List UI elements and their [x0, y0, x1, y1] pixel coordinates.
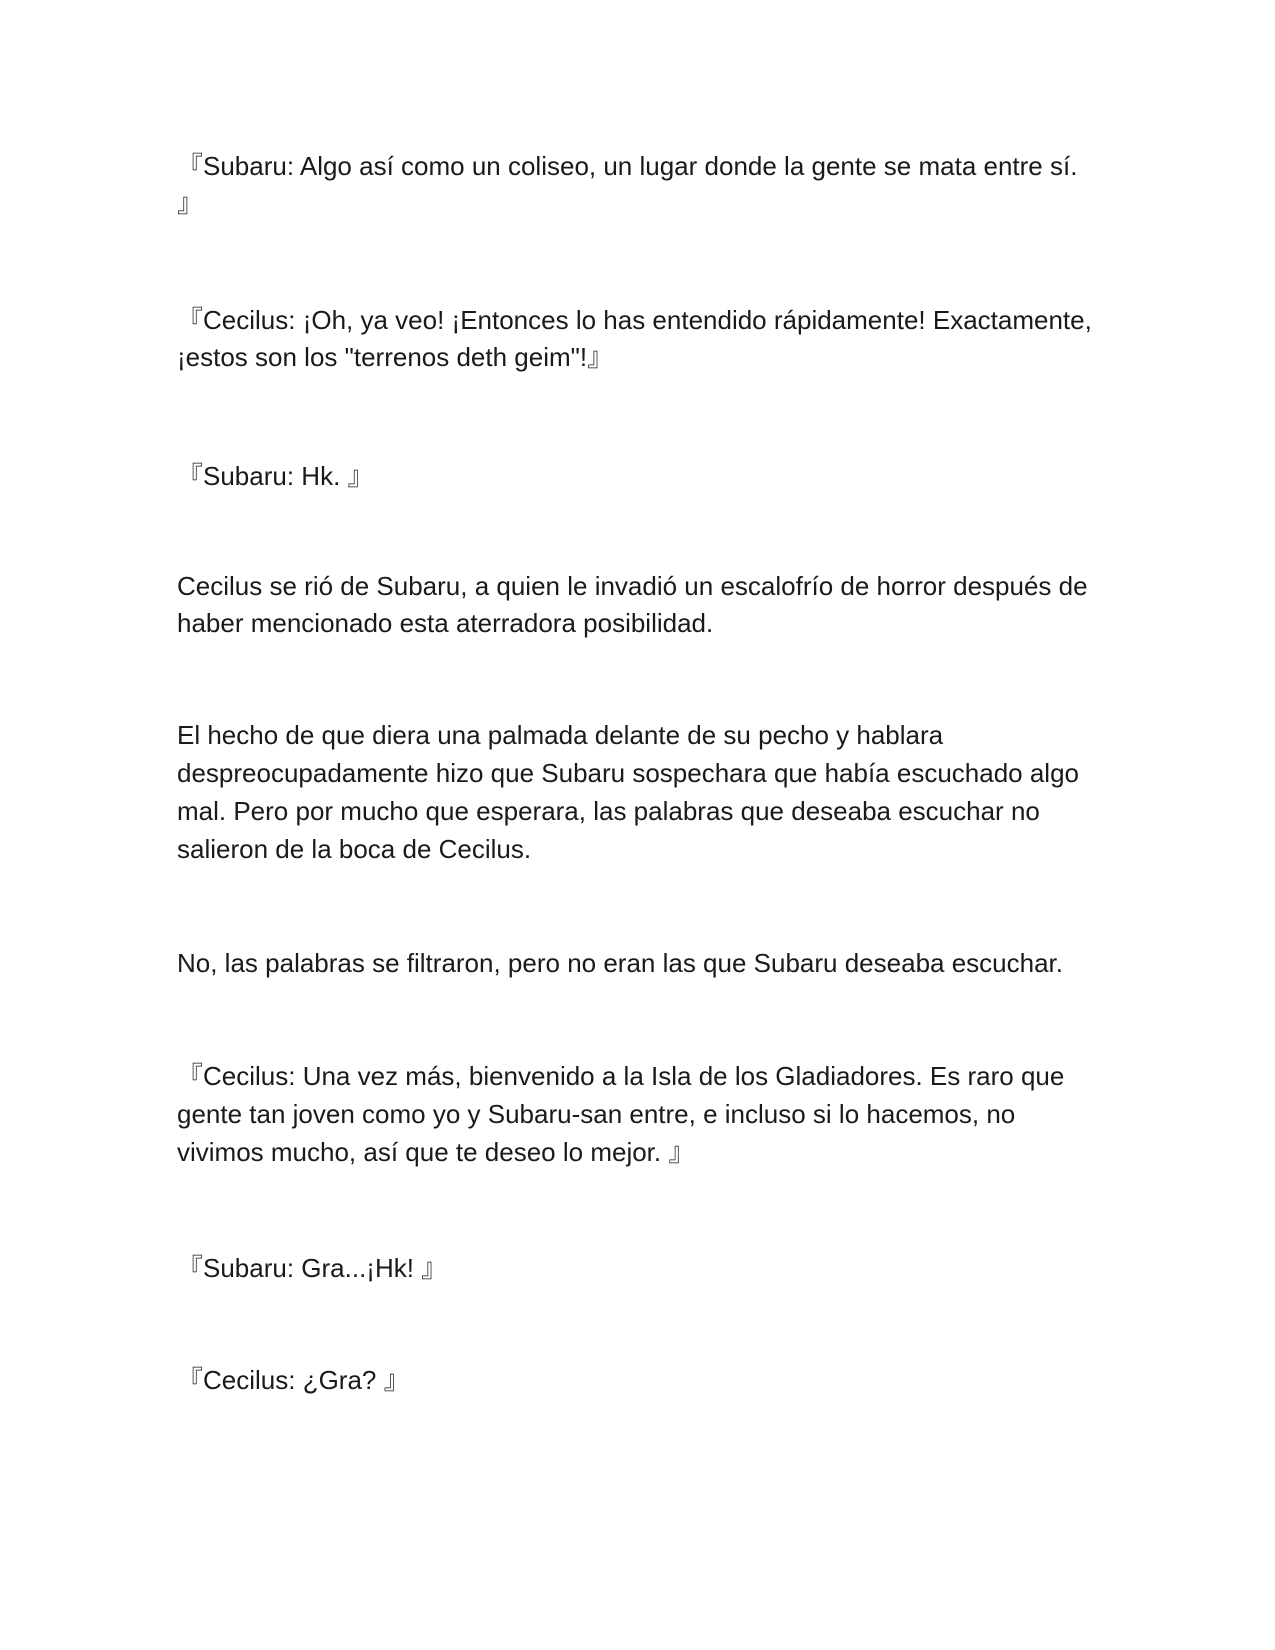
narration-cecilus-laughs: Cecilus se rió de Subaru, a quien le invadió un escalofrío de horror después de haber mencionado esta aterradora posibilidad. [177, 571, 1095, 638]
dialogue-cecilus-welcome: 『Cecilus: Una vez más, bienvenido a la Isla de los Gladiadores. Es raro que gente tan joven como yo y Subaru-san entre, e incluso si lo hacemos, no vivimos mucho, así que te deseo lo mejor. 』 [177, 1061, 1072, 1167]
dialogue-subaru-coliseum: 『Subaru: Algo así como un coliseo, un lugar donde la gente se mata entre sí. 』 [177, 151, 1085, 218]
dialogue-cecilus-gra: 『Cecilus: ¿Gra? 』 [177, 1365, 410, 1395]
narration-palabras-filtraron: No, las palabras se filtraron, pero no eran las que Subaru deseaba escuchar. [177, 948, 1063, 978]
dialogue-cecilus-death-game: 『Cecilus: ¡Oh, ya veo! ¡Entonces lo has entendido rápidamente! Exactamente, ¡estos son los "terrenos deth geim"!』 [177, 305, 1100, 372]
dialogue-subaru-hk: 『Subaru: Hk. 』 [177, 461, 374, 491]
narration-palmada: El hecho de que diera una palmada delante de su pecho y hablara despreocupadamente hizo que Subaru sospechara que había escuchado algo mal. Pero por mucho que esperara, las palabras que deseaba escuchar no salieron de la boca de Cecilus. [177, 720, 1087, 864]
dialogue-subaru-gra: 『Subaru: Gra...¡Hk! 』 [177, 1253, 448, 1283]
